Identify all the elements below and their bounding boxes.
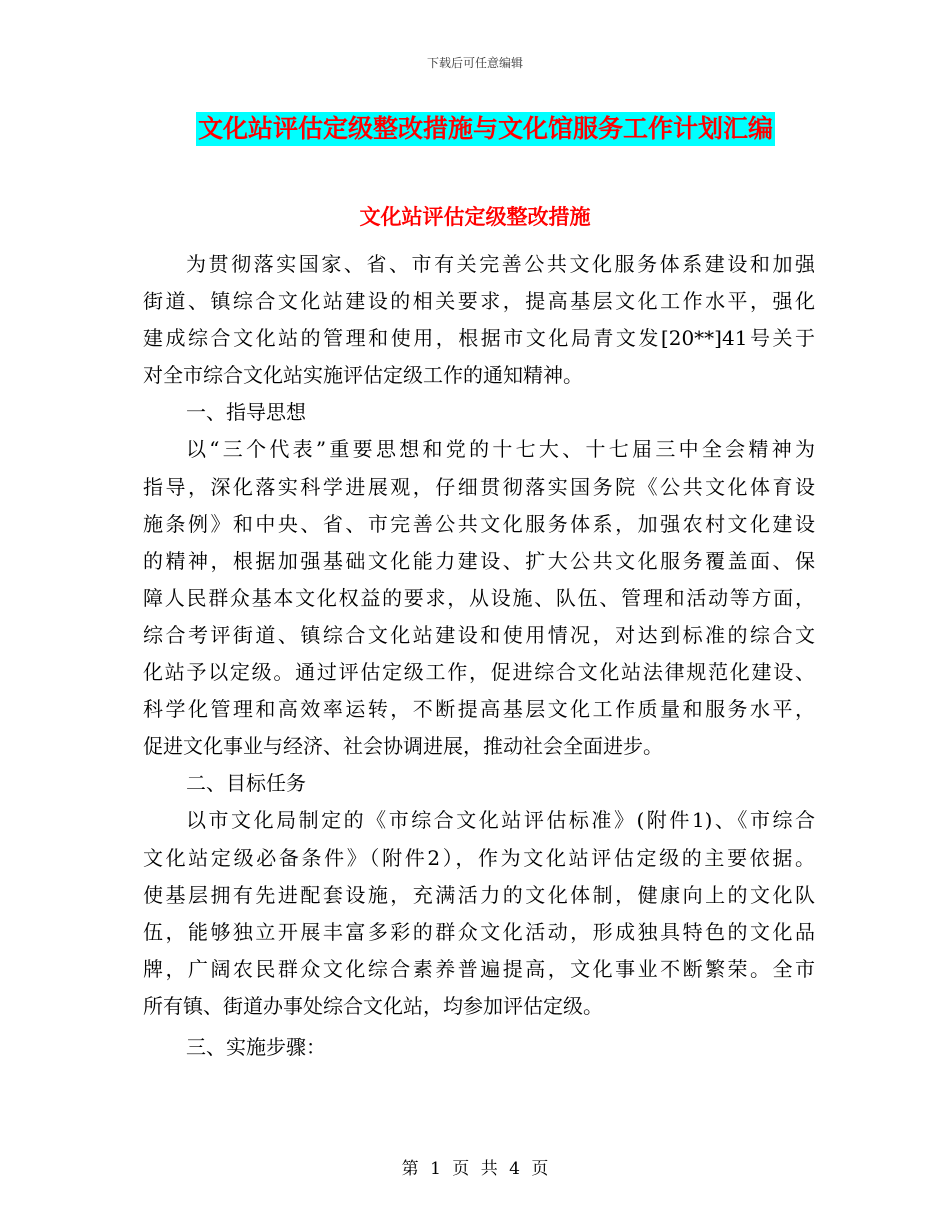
paragraph-line: 的精神，根据加强基础文化能力建设、扩大公共文化服务覆盖面、保 xyxy=(143,548,815,573)
paragraph-line: 所有镇、街道办事处综合文化站，均参加评估定级。 xyxy=(143,993,603,1018)
heading-guiding-ideology: 一、指导思想 xyxy=(186,400,306,425)
paragraph-line: 促进文化事业与经济、社会协调进展，推动社会全面进步。 xyxy=(143,734,663,759)
paragraph-line: 使基层拥有先进配套设施，充满活力的文化体制，健康向上的文化队 xyxy=(143,882,815,907)
paragraph-line: 以市文化局制定的《市综合文化站评估标准》(附件1)、《市综合 xyxy=(186,808,815,833)
paragraph-line: 障人民群众基本文化权益的要求，从设施、队伍、管理和活动等方面， xyxy=(143,585,815,610)
header-note: 下载后可任意编辑 xyxy=(426,56,523,70)
paragraph-line: 文化站定级必备条件》（附件2），作为文化站评估定级的主要依据。 xyxy=(143,845,815,870)
paragraph-line: 综合考评街道、镇综合文化站建设和使用情况，对达到标准的综合文 xyxy=(143,622,815,647)
paragraph-line: 伍，能够独立开展丰富多彩的群众文化活动，形成独具特色的文化品 xyxy=(143,919,815,944)
body-text xyxy=(143,246,815,1066)
heading-goals-tasks: 二、目标任务 xyxy=(186,771,306,796)
paragraph-line: 建成综合文化站的管理和使用，根据市文化局青文发[20**]41号关于 xyxy=(143,326,815,351)
document-title: 文化站评估定级整改措施与文化馆服务工作计划汇编 xyxy=(196,112,775,146)
paragraph-line: 施条例》和中央、省、市完善公共文化服务体系，加强农村文化建设 xyxy=(143,511,815,536)
paragraph-line: 街道、镇综合文化站建设的相关要求，提高基层文化工作水平，强化 xyxy=(143,289,815,314)
section-title: 文化站评估定级整改措施 xyxy=(359,204,591,229)
paragraph-line: 以“三个代表”重要思想和党的十七大、十七届三中全会精神为 xyxy=(186,437,815,462)
page-footer: 第 1 页 共 4 页 xyxy=(401,1159,549,1179)
paragraph-line: 牌，广阔农民群众文化综合素养普遍提高，文化事业不断繁荣。全市 xyxy=(143,956,815,981)
paragraph-line: 科学化管理和高效率运转，不断提高基层文化工作质量和服务水平， xyxy=(143,697,815,722)
paragraph-line: 指导，深化落实科学进展观，仔细贯彻落实国务院《公共文化体育设 xyxy=(143,474,815,499)
paragraph-line: 为贯彻落实国家、省、市有关完善公共文化服务体系建设和加强 xyxy=(186,252,815,276)
heading-implementation-steps: 三、实施步骤： xyxy=(186,1034,326,1059)
paragraph-line: 对全市综合文化站实施评估定级工作的通知精神。 xyxy=(143,363,583,388)
paragraph-line: 化站予以定级。通过评估定级工作，促进综合文化站法律规范化建设、 xyxy=(143,660,815,685)
